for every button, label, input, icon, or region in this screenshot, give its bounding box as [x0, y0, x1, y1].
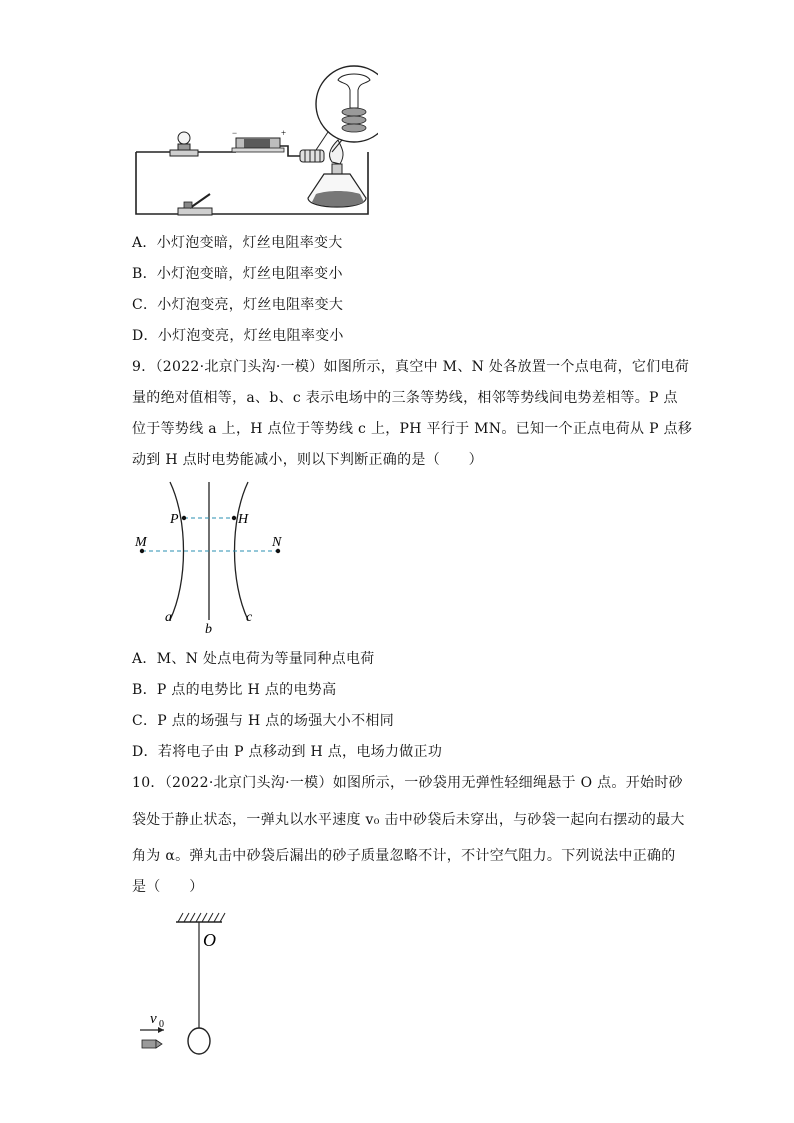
equipotential-figure	[130, 480, 300, 640]
bulb-icon	[170, 132, 198, 156]
q9-option-c: C．P 点的场强与 H 点的场强大小不相同	[132, 713, 394, 729]
label-h: H	[238, 512, 249, 527]
q8-option-b: B．小灯泡变暗，灯丝电阻率变小	[132, 266, 343, 282]
q9-option-a: A．M、N 处点电荷为等量同种点电荷	[132, 651, 375, 667]
battery-minus-label: −	[232, 128, 238, 138]
q9-option-d: D．若将电子由 P 点移动到 H 点，电场力做正功	[132, 744, 443, 760]
label-a: a	[165, 610, 172, 625]
q10-stem-line-3: 角为 α。弹丸击中砂袋后漏出的砂子质量忽略不计，不计空气阻力。下列说法中正确的	[132, 848, 676, 864]
q8-option-c: C．小灯泡变亮，灯丝电阻率变大	[132, 297, 344, 313]
q10-stem-line-4: 是（ ）	[132, 879, 204, 895]
label-v-subscript: 0	[159, 1019, 164, 1030]
battery-icon	[232, 128, 286, 152]
label-b: b	[205, 622, 212, 637]
label-c: c	[246, 610, 253, 625]
point-h	[232, 516, 236, 520]
q9-stem-line-3: 位于等势线 a 上，H 点位于等势线 c 上，PH 平行于 MN。已知一个正点电荷从 P 点移	[132, 421, 693, 437]
switch-icon	[178, 194, 212, 215]
q9-stem-line-2: 量的绝对值相等，a、b、c 表示电场中的三条等势线，相邻等势线间电势差相等。P 点	[132, 390, 678, 406]
label-v: v	[150, 1011, 157, 1027]
label-o: O	[203, 930, 216, 950]
q8-option-d: D．小灯泡变亮，灯丝电阻率变小	[132, 328, 344, 344]
sandbag	[188, 1028, 210, 1054]
q10-stem-line-2: 袋处于静止状态，一弹丸以水平速度 v₀ 击中砂袋后未穿出，与砂袋一起向右摆动的最大	[132, 812, 685, 828]
coil-icon	[300, 150, 324, 162]
bullet-icon	[142, 1040, 162, 1048]
label-m: M	[135, 535, 147, 550]
q8-option-a: A．小灯泡变暗，灯丝电阻率变大	[132, 235, 343, 251]
battery-plus-label: +	[281, 128, 287, 138]
q9-option-b: B．P 点的电势比 H 点的电势高	[132, 682, 337, 698]
q9-stem-line-4: 动到 H 点时电势能减小，则以下判断正确的是（ ）	[132, 452, 483, 468]
flame-icon	[330, 140, 344, 164]
label-n: N	[272, 535, 282, 550]
point-p	[182, 516, 186, 520]
circuit-figure	[128, 62, 378, 222]
pendulum-figure	[136, 910, 256, 1060]
q10-stem-line-1: 10．（2022·北京门头沟·一模）如图所示，一砂袋用无弹性轻细绳悬于 O 点。开始时砂	[132, 775, 683, 791]
q9-stem-line-1: 9．（2022·北京门头沟·一模）如图所示，真空中 M、N 处各放置一个点电荷，它们电荷	[132, 359, 690, 375]
label-p: P	[170, 512, 179, 527]
alcohol-lamp-icon	[308, 164, 366, 207]
